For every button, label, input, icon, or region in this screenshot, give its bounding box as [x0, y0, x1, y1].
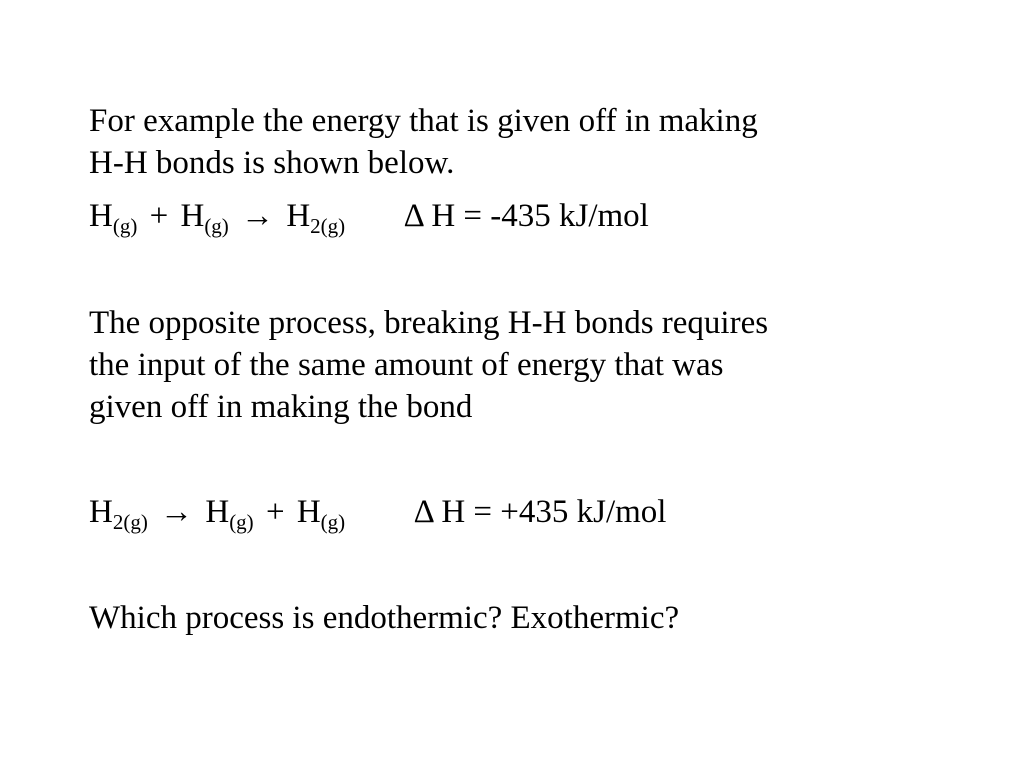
- delta-symbol: Δ: [403, 198, 424, 234]
- delta-symbol: Δ: [413, 494, 434, 530]
- intro-paragraph: [89, 100, 985, 184]
- enthalpy-value: H = +435 kJ/mol: [441, 494, 667, 530]
- breaking-line-2: the input of the same amount of energy that was: [89, 347, 724, 383]
- intro-line-1: For example the energy that is given off in making: [89, 103, 758, 139]
- breaking-equation: [89, 491, 666, 533]
- question-text: Which process is endothermic? Exothermic?: [89, 600, 680, 636]
- product-h2: $H_{2(g)}$: [286, 198, 346, 238]
- breaking-line-1: The opposite process, breaking H-H bonds requires: [89, 305, 769, 341]
- plus-sign: +: [149, 198, 169, 234]
- intro-line-2: H-H bonds is shown below.: [89, 145, 455, 181]
- reaction-arrow: →: [241, 198, 275, 234]
- formation-equation: [89, 195, 649, 237]
- reaction-arrow: →: [160, 494, 194, 530]
- reactant-h-2: $H_{(g)}$: [180, 198, 229, 238]
- plus-sign: +: [265, 494, 285, 530]
- product-h-1: $H_{(g)}$: [205, 494, 254, 534]
- enthalpy-value: H = -435 kJ/mol: [431, 198, 649, 234]
- breaking-line-3: given off in making the bond: [89, 389, 473, 425]
- reactant-h2: $H_{2(g)}$: [89, 494, 148, 534]
- breaking-paragraph: [89, 302, 985, 428]
- reactant-h-1: $H_{(g)}$: [89, 198, 138, 238]
- product-h-2: $H_{(g)}$: [296, 494, 346, 534]
